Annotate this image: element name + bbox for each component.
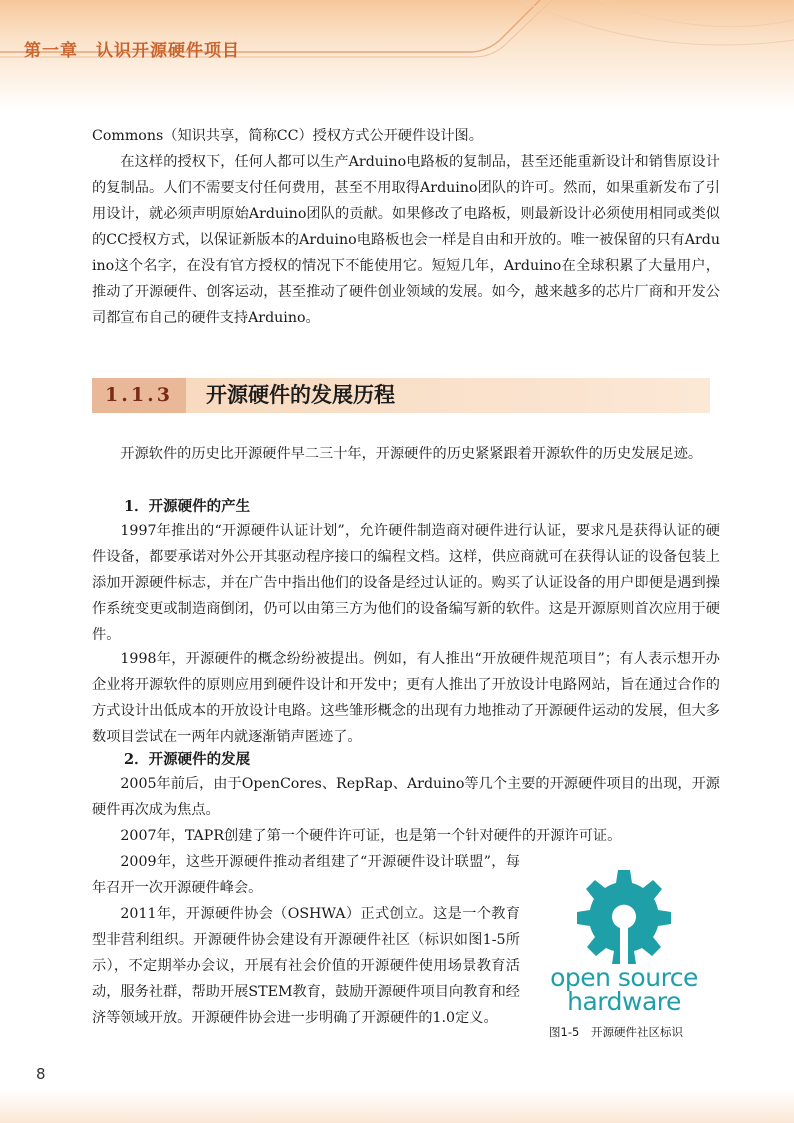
paragraph-2011: 2011年，开源硬件协会（OSHWA）正式创立。这是一个教育型非营利组织。开源硬件协会建设有开源硬件社区（标识如图1-5所示），不定期举办会议，开展有社会价值的开源硬件使用场景教育活动，服务社群，帮助开展STEM教育，鼓励开源硬件项目向教育和经济等领域开放。开源硬件协会进一步明确了开源硬件的1.0定义。 bbox=[92, 906, 520, 1026]
gear-keyhole-icon bbox=[548, 868, 700, 964]
paragraph-2009: 2009年，这些开源硬件推动者组建了“开源硬件设计联盟”，每年召开一次开源硬件峰会。 bbox=[92, 854, 520, 896]
subsection-title-origin: 1．开源硬件的产生 bbox=[124, 498, 251, 515]
paragraph-arduino-license: 在这样的授权下，任何人都可以生产Arduino电路板的复制品，甚至还能重新设计和销售原设计的复制品。人们不需要支付任何费用，甚至不用取得Arduino团队的许可。然而，如果重新发布了引用设计，就必须声明原始Arduino团队的贡献。如果修改了电路板，则最新设计必须使用相同或类似的CC授权方式，以保证新版本的Arduino电路板也会一样是自由和开放的。唯一被保留的只有Arduino这个名字，在没有官方授权的情况下不能使用它。短短几年，Arduino在全球积累了大量用户，推动了开源硬件、创客运动，甚至推动了硬件创业领域的发展。如今，越来越多的芯片厂商和开发公司都宣布自己的硬件支持Arduino。 bbox=[92, 154, 720, 326]
page-number: 8 bbox=[36, 1065, 46, 1083]
figure-caption: 图1-5 开源硬件社区标识 bbox=[549, 1025, 683, 1039]
logo-text-line2: hardware bbox=[567, 987, 681, 1016]
paragraph-1998: 1998年，开源硬件的概念纷纷被提出。例如，有人推出“开放硬件规范项目”；有人表示想开办企业将开源软件的原则应用到硬件设计和开发中；更有人推出了开放设计电路网站，旨在通过合作的方式设计出低成本的开放设计电路。这些雏形概念的出现有力地推动了开源硬件运动的发展，但大多数项目尝试在一两年内就逐渐销声匿迹了。 bbox=[92, 651, 720, 745]
paragraph-2005: 2005年前后，由于OpenCores、RepRap、Arduino等几个主要的开源硬件项目的出现，开源硬件再次成为焦点。 bbox=[92, 776, 720, 818]
logo-text-line1: open source bbox=[550, 963, 698, 992]
paragraph-intro: 开源软件的历史比开源硬件早二三十年，开源硬件的历史紧紧跟着开源软件的历史发展足迹。 bbox=[120, 446, 703, 462]
page-footer-band bbox=[0, 1090, 794, 1123]
paragraph-1997: 1997年推出的“开源硬件认证计划”，允许硬件制造商对硬件进行认证，要求凡是获得认证的硬件设备，都要承诺对外公开其驱动程序接口的编程文档。这样，供应商就可在获得认证的设备包装上添加开源硬件标志，并在广告中指出他们的设备是经过认证的。购买了认证设备的用户即便是遇到操作系统变更或制造商倒闭，仍可以由第三方为他们的设备编写新的软件。这是开源原则首次应用于硬件。 bbox=[92, 523, 720, 643]
paragraph-2007: 2007年，TAPR创建了第一个硬件许可证，也是第一个针对硬件的开源许可证。 bbox=[120, 828, 622, 844]
open-source-hardware-logo bbox=[548, 868, 700, 1018]
subsection-title-development: 2．开源硬件的发展 bbox=[124, 751, 251, 768]
section-title: 开源硬件的发展历程 bbox=[206, 383, 395, 407]
section-heading bbox=[92, 378, 710, 413]
chapter-title: 第一章 认识开源硬件项目 bbox=[24, 41, 240, 61]
paragraph-continuation: Commons（知识共享，简称CC）授权方式公开硬件设计图。 bbox=[92, 128, 483, 144]
section-number: 1.1.3 bbox=[92, 378, 186, 413]
